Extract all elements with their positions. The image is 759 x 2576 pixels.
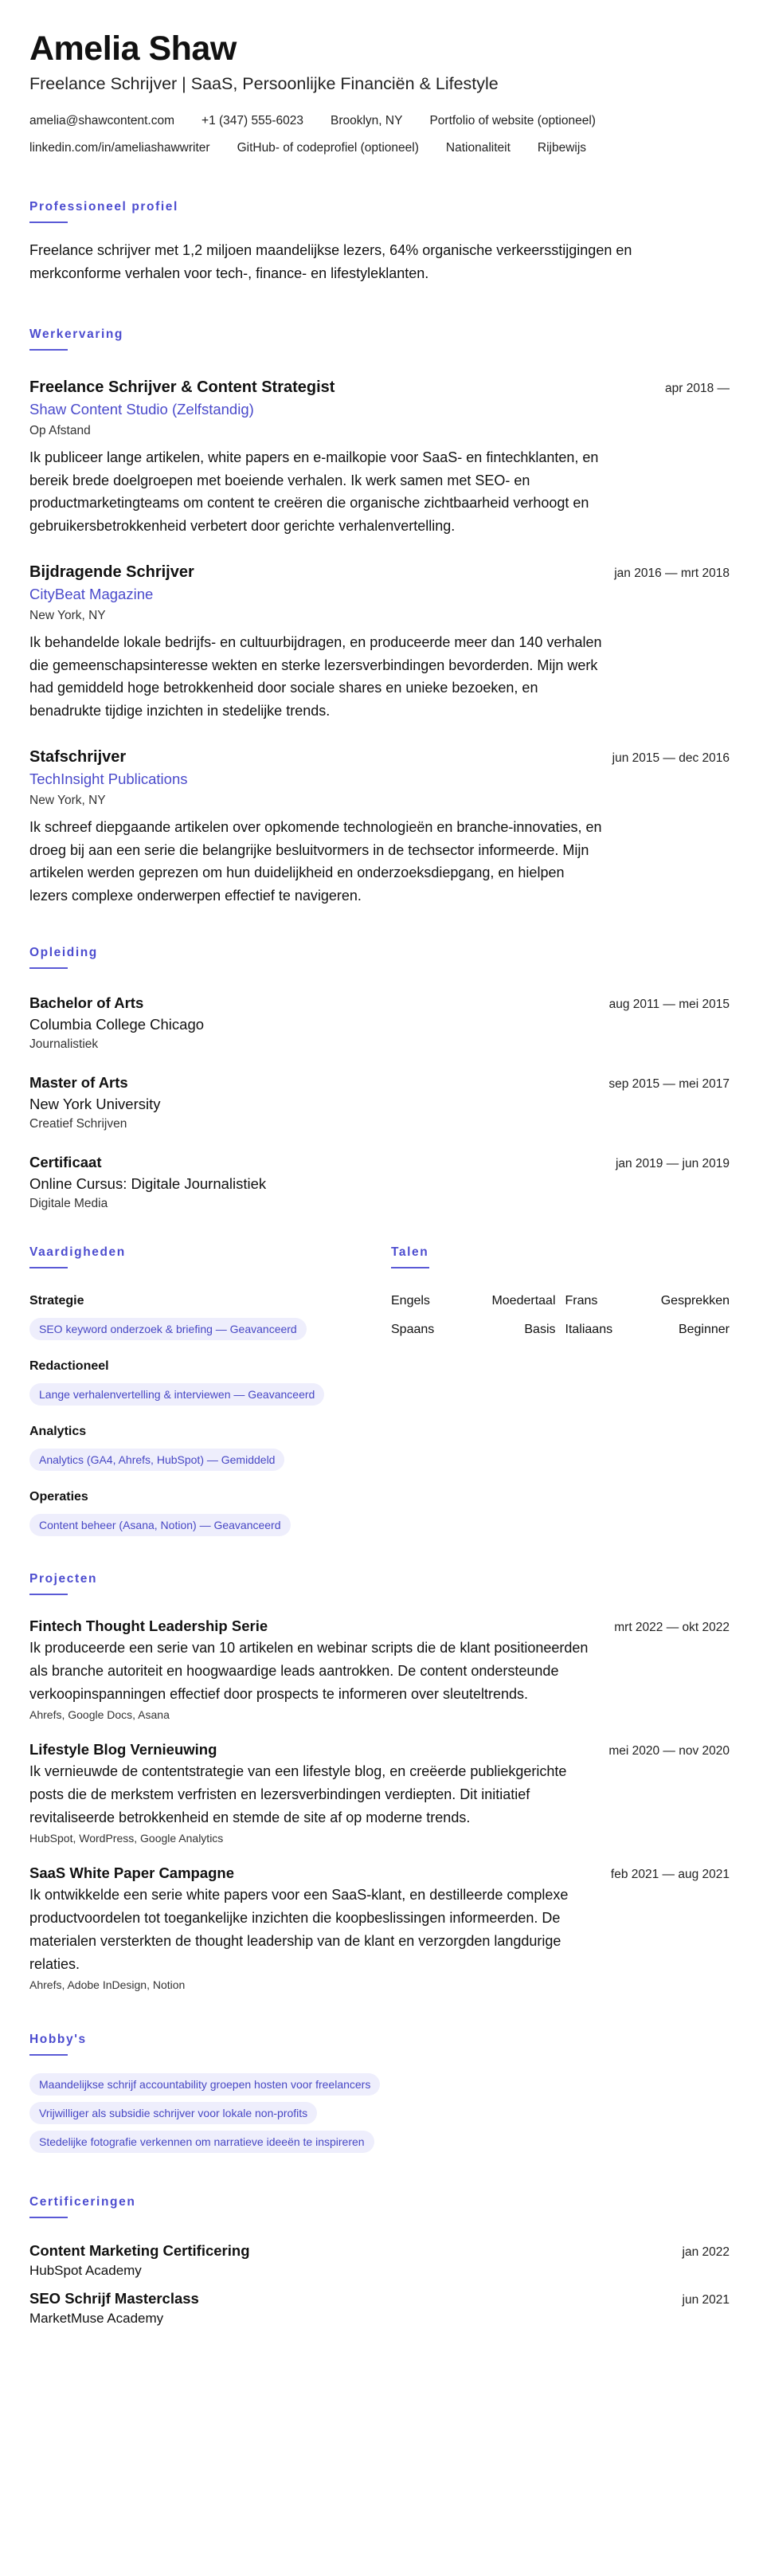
contact-nationality: Nationaliteit (445, 141, 511, 155)
certification-date: jan 2022 (682, 2245, 730, 2259)
field-of-study: Creatief Schrijven (29, 1117, 127, 1131)
project-title: Fintech Thought Leadership Serie (29, 1617, 268, 1634)
degree: Bachelor of Arts (29, 994, 144, 1011)
headline: Freelance Schrijver | SaaS, Persoonlijke Financiën & Lifestyle (29, 74, 499, 93)
skill-group (29, 1488, 391, 1536)
section-divider (29, 1267, 68, 1268)
section-divider (29, 1594, 68, 1595)
school: New York University (29, 1096, 161, 1112)
project-dates: mrt 2022 — okt 2022 (614, 1621, 730, 1634)
contact-location: Brooklyn, NY (331, 114, 403, 127)
skills-languages-row (29, 1245, 730, 1536)
profile-summary: Freelance schrijver met 1,2 miljoen maandelijkse lezers, 64% organische verkeersstijgingen en merkconforme verhalen voor tech-, finance- en lifestyleklanten. (29, 242, 632, 281)
skill-pill: Analytics (GA4, Ahrefs, HubSpot) — Gemiddeld (29, 1449, 284, 1471)
school: Online Cursus: Digitale Journalistiek (29, 1175, 267, 1192)
experience-entry (29, 746, 730, 907)
education-dates: jan 2019 — jun 2019 (615, 1157, 730, 1170)
job-location: Op Afstand (29, 424, 91, 437)
certification-org: HubSpot Academy (29, 2263, 142, 2278)
project-description: Ik produceerde een serie van 10 artikelen en webinar scripts die de klant positioneerden als branche autoriteit en hoogwaardige leads aantrokken. De content ondersteunde verkoopinspanningen effectief door prospects te informeren over sleuteltrends. (29, 1640, 589, 1702)
certification-title: SEO Schrijf Masterclass (29, 2290, 199, 2307)
section-title-education: Opleiding (29, 946, 98, 959)
certification-entry (29, 2288, 730, 2328)
job-company: CityBeat Magazine (29, 586, 154, 602)
education-entry (29, 1152, 730, 1213)
skill-group (29, 1423, 391, 1471)
experience-section (29, 327, 730, 907)
section-divider (391, 1267, 429, 1268)
profile-section (29, 199, 730, 285)
section-title-experience: Werkervaring (29, 327, 123, 341)
education-entry (29, 993, 730, 1053)
job-dates: jun 2015 — dec 2016 (612, 751, 730, 765)
education-dates: aug 2011 — mei 2015 (608, 998, 730, 1011)
project-entry (29, 1616, 730, 1723)
hobby-pill: Stedelijke fotografie verkennen om narratieve ideeën te inspireren (29, 2131, 374, 2153)
section-title-languages: Talen (391, 1245, 429, 1259)
project-dates: feb 2021 — aug 2021 (610, 1868, 730, 1881)
job-company: Shaw Content Studio (Zelfstandig) (29, 401, 254, 418)
skill-category: Strategie (29, 1294, 84, 1308)
field-of-study: Digitale Media (29, 1197, 108, 1210)
language-name: Spaans (391, 1323, 435, 1336)
education-section (29, 945, 730, 1213)
skill-category: Operaties (29, 1490, 88, 1504)
contact-phone: +1 (347) 555-6023 (201, 114, 303, 127)
language-name: Italiaans (565, 1323, 613, 1336)
skill-group (29, 1292, 391, 1340)
projects-section (29, 1571, 730, 1994)
project-tools: HubSpot, WordPress, Google Analytics (29, 1832, 224, 1845)
language-level: Moedertaal (491, 1294, 556, 1308)
school: Columbia College Chicago (29, 1016, 205, 1033)
education-dates: sep 2015 — mei 2017 (608, 1077, 730, 1091)
degree: Certificaat (29, 1154, 102, 1170)
section-divider (29, 222, 68, 223)
job-company: TechInsight Publications (29, 770, 188, 787)
section-title-hobbies: Hobby's (29, 2033, 87, 2046)
section-title-projects: Projecten (29, 1572, 98, 1586)
job-dates: apr 2018 — (665, 382, 730, 395)
project-dates: mei 2020 — nov 2020 (608, 1744, 730, 1758)
language-level: Beginner (678, 1323, 730, 1336)
language-row (391, 1292, 730, 1310)
skill-pill: Content beheer (Asana, Notion) — Geavanceerd (29, 1514, 291, 1536)
certification-date: jun 2021 (682, 2293, 730, 2307)
degree: Master of Arts (29, 1074, 128, 1091)
language-level: Gesprekken (660, 1294, 730, 1308)
job-dates: jan 2016 — mrt 2018 (614, 567, 730, 580)
section-title-certifications: Certificeringen (29, 2195, 136, 2209)
language-row (391, 1321, 730, 1339)
section-title-profile: Professioneel profiel (29, 200, 178, 214)
job-location: New York, NY (29, 794, 106, 807)
project-entry (29, 1863, 730, 1994)
project-description: Ik vernieuwde de contentstrategie van een lifestyle blog, en creëerde publiekgerichte posts die de merkstem verfristen en lezersverbindingen verdiepten. Dit initiatief revitaliseerde betrokkenheid en stemde de site af op moderne trends. (29, 1763, 567, 1825)
field-of-study: Journalistiek (29, 1037, 99, 1051)
certification-title: Content Marketing Certificering (29, 2242, 250, 2259)
section-divider (29, 2217, 68, 2218)
contact-portfolio: Portfolio of website (optioneel) (429, 114, 596, 127)
hobbies-section (29, 2032, 730, 2153)
skill-category: Redactioneel (29, 1359, 109, 1373)
experience-entry (29, 561, 730, 722)
project-entry (29, 1739, 730, 1847)
project-title: Lifestyle Blog Vernieuwing (29, 1741, 217, 1758)
candidate-name: Amelia Shaw (29, 29, 237, 68)
section-divider (29, 349, 68, 351)
contact-email: amelia@shawcontent.com (29, 114, 175, 127)
language-name: Frans (565, 1294, 598, 1308)
skill-category: Analytics (29, 1425, 87, 1438)
project-tools: Ahrefs, Adobe InDesign, Notion (29, 1978, 186, 1991)
job-title: Freelance Schrijver & Content Strategist (29, 378, 335, 396)
skill-group (29, 1358, 391, 1406)
education-entry (29, 1072, 730, 1133)
job-description: Ik publiceer lange artikelen, white papers en e-mailkopie voor SaaS- en fintechklanten, en bereik brede doelgroepen met boeiende verhalen. Ik werk samen met SEO- en productmarketingteams om content te creëren die organische zichtbaarheid verhoogt en gebruikersbetrokkenheid verbetert door gerichte verhalenvertelling. (29, 449, 599, 534)
project-title: SaaS White Paper Campagne (29, 1864, 235, 1881)
project-description: Ik ontwikkelde een serie white papers voor een SaaS-klant, en destilleerde complexe productvoordelen tot toegankelijke inzichten die koopbeslissingen informeerden. De materialen versterkten de thought leadership van de klant en verzorgden langdurige relaties. (29, 1887, 569, 1972)
language-table (391, 1292, 730, 1339)
certification-entry (29, 2241, 730, 2280)
language-name: Engels (391, 1294, 430, 1308)
project-tools: Ahrefs, Google Docs, Asana (29, 1708, 170, 1721)
certification-org: MarketMuse Academy (29, 2311, 164, 2326)
contact-github: GitHub- of codeprofiel (optioneel) (237, 141, 419, 155)
job-title: Bijdragende Schrijver (29, 563, 194, 581)
job-description: Ik schreef diepgaande artikelen over opkomende technologieën en branche-innovaties, en droeg bij aan een serie die belangrijke besluitvormers in de techsector informeerde. Mijn artikelen werden geprezen om hun duidelijkheid en onderzoeksdiepgang, en hielpen lezers complexe onderwerpen effectief te navigeren. (29, 819, 602, 904)
skills-section (29, 1245, 391, 1536)
job-description: Ik behandelde lokale bedrijfs- en cultuurbijdragen, en produceerde meer dan 140 verhalen die gemeenschapsinteresse wekten en sterke lezersverbindingen bevorderden. Mijn werk had gemiddeld hoge betrokkenheid door sociale shares en unieke bezoeken, en benadrukte tijdige inzichten in stedelijke trends. (29, 634, 602, 719)
section-divider (29, 967, 68, 969)
hobby-pill: Maandelijkse schrijf accountability groepen hosten voor freelancers (29, 2073, 380, 2096)
certifications-section (29, 2194, 730, 2328)
experience-entry (29, 376, 730, 537)
contact-license: Rijbewijs (537, 141, 587, 155)
skill-pill: SEO keyword onderzoek & briefing — Geavanceerd (29, 1318, 307, 1340)
languages-section (391, 1245, 730, 1536)
contact-list (29, 113, 714, 156)
hobby-pill: Vrijwilliger als subsidie schrijver voor lokale non-profits (29, 2102, 317, 2124)
skill-pill: Lange verhalenvertelling & interviewen — Geavanceerd (29, 1383, 324, 1406)
language-level: Basis (524, 1323, 556, 1336)
job-title: Stafschrijver (29, 748, 127, 766)
section-divider (29, 2054, 68, 2056)
contact-linkedin: linkedin.com/in/ameliashawwriter (29, 141, 210, 155)
job-location: New York, NY (29, 609, 106, 622)
section-title-skills: Vaardigheden (29, 1245, 126, 1259)
hobby-list (29, 2073, 730, 2153)
